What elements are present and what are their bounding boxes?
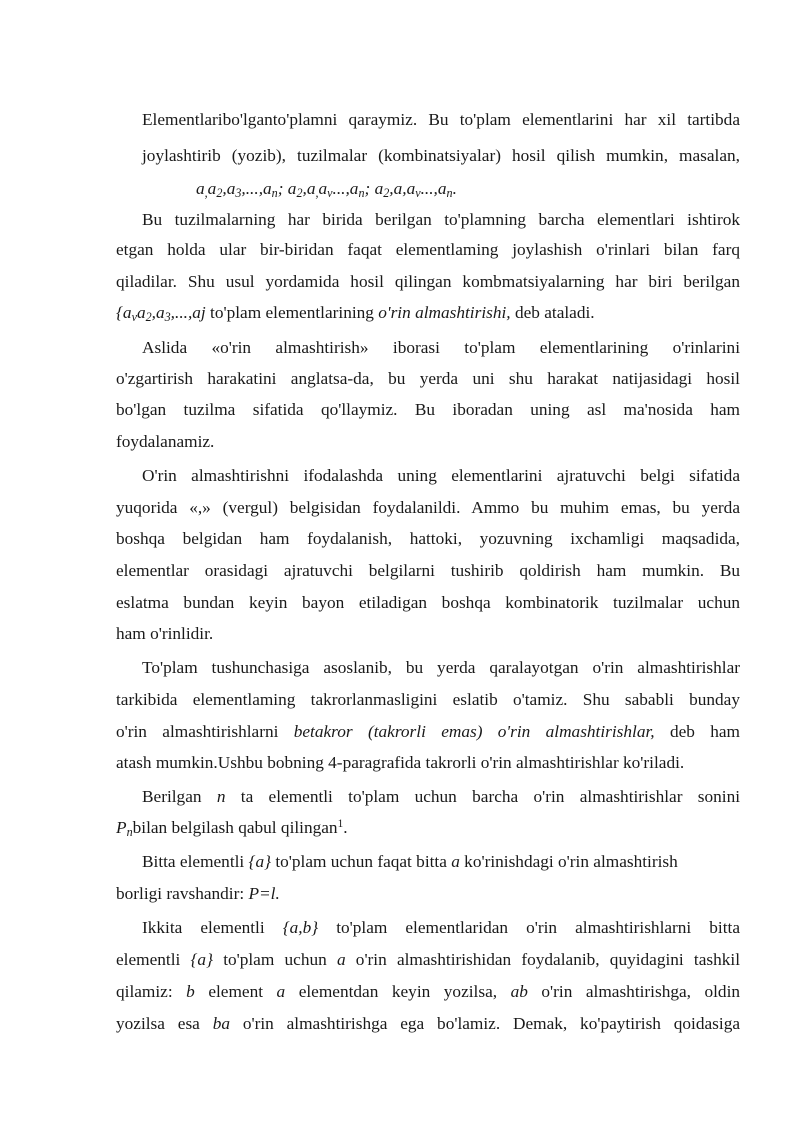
formula: P=l.	[248, 884, 280, 903]
text-run: elementli	[116, 950, 191, 969]
term-italic: o'rin almashtirishi,	[378, 303, 511, 322]
text-run: foydalanamiz.	[116, 432, 215, 451]
text-run: o'rin almashtirishidan foydalanib, quyidagini tashkil	[345, 950, 741, 969]
text-run: deb ham	[654, 722, 740, 741]
text-line	[116, 432, 214, 452]
set-notation: {a}	[248, 852, 272, 871]
text-line	[142, 852, 678, 872]
text-run: Elementlaribo'lganto'plamni qaraymiz. Bu to'plam elementlarini har xil tartibda	[142, 110, 740, 129]
set-notation: {a,b}	[282, 918, 319, 937]
text-line	[116, 561, 740, 581]
text-run: o'rin almashtirishga ega bo'lamiz. Demak, ko'paytirish qoidasiga	[229, 1014, 741, 1033]
text-line	[116, 529, 740, 549]
text-run: elementlar orasidagi ajratuvchi belgilarni tushirib qoldirish ham mumkin. Bu	[116, 561, 740, 580]
formula-line: $a_,a_2,a_3,...,a_n$; $a_2,a_,a_v...,a_n$; $a_2,a,a_v...,a_n$.	[196, 179, 457, 201]
text-run: .	[343, 818, 348, 837]
text-line	[116, 1014, 740, 1034]
subscript: n	[126, 825, 133, 840]
text-line	[142, 658, 740, 678]
text-line	[142, 338, 740, 358]
text-run: deb ataladi.	[510, 303, 595, 322]
set-notation: {a}	[190, 950, 213, 969]
text-run: To'plam tushunchasiga asoslanib, bu yerda qaralayotgan o'rin almashtirishlar	[142, 658, 740, 677]
variable: b	[186, 982, 195, 1001]
text-run: o'rin almashtirishga, oldin	[527, 982, 741, 1001]
text-run: elementdan keyin yozilsa,	[285, 982, 511, 1001]
text-line	[142, 466, 740, 486]
text-line	[116, 498, 740, 518]
text-run: Bitta elementli	[142, 852, 249, 871]
text-line	[116, 303, 595, 323]
variable: a	[451, 852, 460, 871]
text-run: eslatma bundan keyin bayon etiladigan boshqa kombinatorik tuzilmalar uchun	[116, 593, 740, 612]
variable: P	[116, 818, 127, 837]
text-line	[142, 110, 740, 130]
text-run: yuqorida «,» (vergul) belgisidan foydalanildi. Ammo bu muhim emas, bu yerda	[116, 498, 740, 517]
text-run: Berilgan	[142, 787, 217, 806]
text-line	[142, 210, 740, 230]
text-run: O'rin almashtirishni ifodalashda uning elementlarini ajratuvchi belgi sifatida	[142, 466, 740, 485]
variable: a	[336, 950, 346, 969]
text-run: to'plam elementlaridan o'rin almashtirishlarni bitta	[318, 918, 740, 937]
text-run: joylashtirib (yozib), tuzilmalar (kombinatsiyalar) hosil qilish mumkin, masalan,	[142, 146, 740, 165]
text-run: ko'rinishdagi o'rin almashtirish	[459, 852, 678, 871]
text-line	[142, 918, 740, 938]
footnote-mark: 1	[337, 817, 344, 830]
text-run: Bu tuzilmalarning har birida berilgan to'plamning barcha elementlari ishtirok	[142, 210, 740, 229]
text-run: tarkibida elementlaming takrorlanmasligini eslatib o'tamiz. Shu sababli bunday	[116, 690, 740, 709]
text-run: to'plam uchun	[212, 950, 337, 969]
variable: ba	[212, 1014, 230, 1033]
text-run: qilamiz:	[116, 982, 187, 1001]
term-italic: betakror (takrorli emas) o'rin almashtirishlar,	[293, 722, 655, 741]
text-run: atash mumkin.Ushbu bobning 4-paragrafida takrorli o'rin almashtirishlar ko'riladi.	[116, 753, 685, 772]
text-line	[116, 884, 280, 904]
text-line	[142, 787, 740, 807]
text-line	[116, 369, 740, 389]
text-run: borligi ravshandir:	[116, 884, 249, 903]
variable: a	[276, 982, 286, 1001]
text-run: bo'lgan tuzilma sifatida qo'llaymiz. Bu iboradan uning asl ma'nosida ham	[116, 400, 740, 419]
set-notation: {$a_va_2,a_3,...,aj$	[116, 303, 206, 325]
text-run: o'rin almashtirishlarni	[116, 722, 294, 741]
text-line	[116, 624, 213, 644]
text-line	[116, 722, 740, 742]
text-line	[142, 146, 740, 166]
text-run: ta elementli to'plam uchun barcha o'rin almashtirishlar sonini	[225, 787, 741, 806]
text-line	[116, 818, 348, 838]
text-run: ham o'rinlidir.	[116, 624, 214, 643]
text-run: yozilsa esa	[116, 1014, 213, 1033]
text-line	[116, 593, 740, 613]
text-run: to'plam uchun faqat bitta	[271, 852, 452, 871]
text-line	[116, 400, 740, 420]
text-line	[116, 240, 740, 260]
text-run: etgan holda ular bir-biridan faqat elementlaming joylashish o'rinlari bilan farq	[116, 240, 740, 259]
text-line	[116, 690, 740, 710]
text-run: Ikkita elementli	[142, 918, 283, 937]
text-line	[116, 982, 740, 1002]
text-line	[116, 272, 740, 292]
variable: ab	[510, 982, 528, 1001]
text-line	[116, 753, 684, 773]
variable: n	[216, 787, 226, 806]
text-run: boshqa belgidan ham foydalanish, hattoki, yozuvning ixchamligi maqsadida,	[116, 529, 740, 548]
text-line	[116, 950, 740, 970]
text-run: qiladilar. Shu usul yordamida hosil qilingan kombmatsiyalarning har biri berilgan	[116, 272, 740, 291]
text-run: to'plam elementlarining	[205, 303, 379, 322]
text-run: Aslida «o'rin almashtirish» iborasi to'plam elementlarining o'rinlarini	[142, 338, 740, 357]
text-run: bilan belgilash qabul qilingan	[132, 818, 338, 837]
text-run: element	[194, 982, 277, 1001]
text-run: o'zgartirish harakatini anglatsa-da, bu yerda uni shu harakat natijasidagi hosil	[116, 369, 740, 388]
